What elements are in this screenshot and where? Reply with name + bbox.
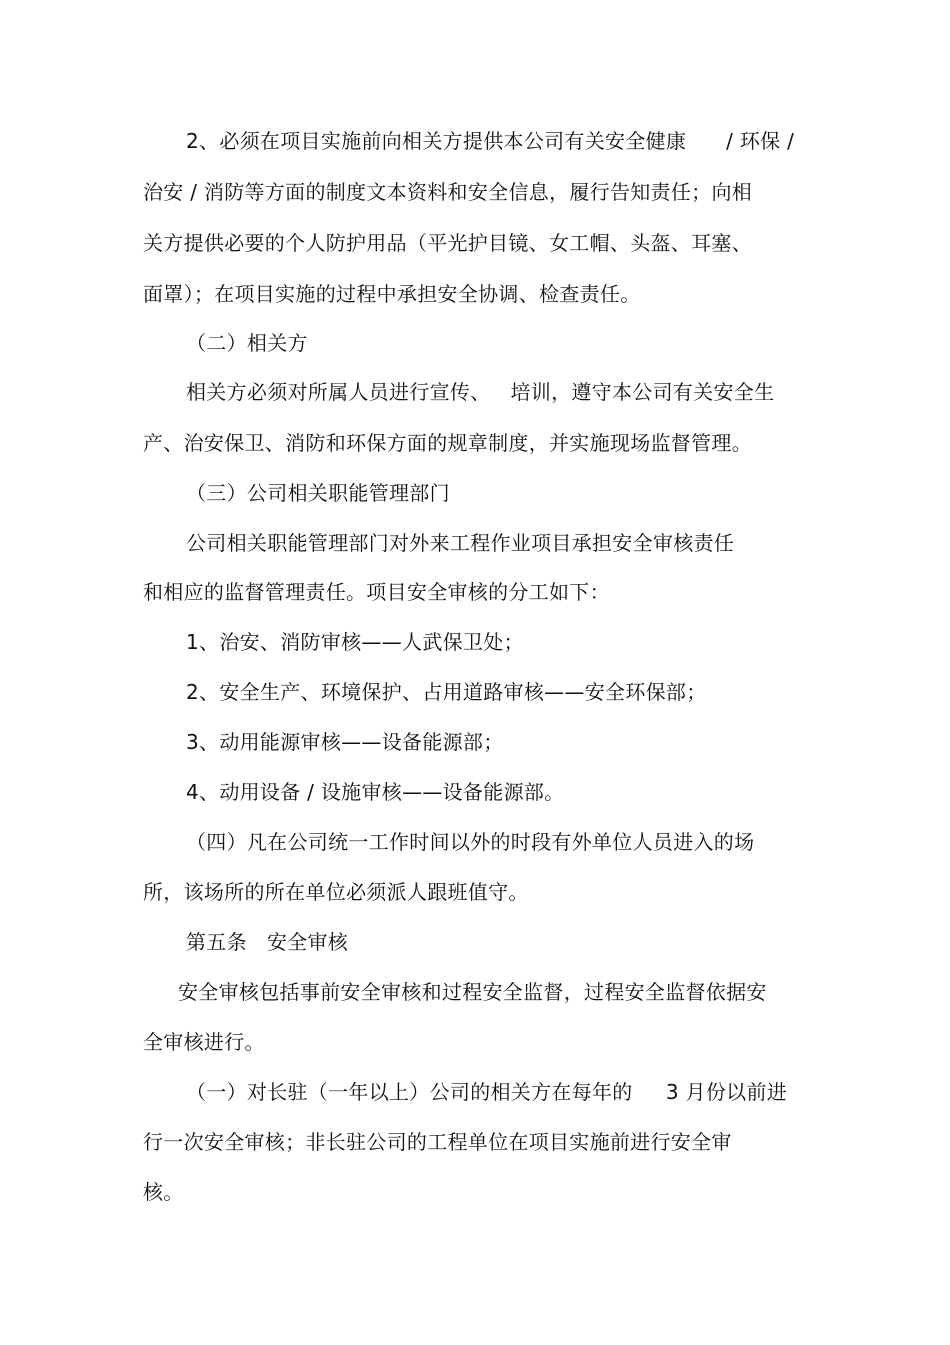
paragraph-line: 和相应的监督管理责任。项目安全审核的分工如下： xyxy=(143,580,610,604)
list-item: 3、动用能源审核——设备能源部； xyxy=(186,730,504,754)
paragraph-line: 治安 / 消防等方面的制度文本资料和安全信息，履行告知责任；向相 xyxy=(143,180,753,204)
paragraph-line: 核。 xyxy=(143,1180,184,1204)
section-heading: （三）公司相关职能管理部门 xyxy=(186,481,450,505)
paragraph-line: 相关方必须对所属人员进行宣传、 培训，遵守本公司有关安全生 xyxy=(186,380,775,404)
section-heading: （二）相关方 xyxy=(186,331,308,355)
list-item: 1、治安、消防审核——人武保卫处； xyxy=(186,630,524,654)
paragraph-line: 2、必须在项目实施前向相关方提供本公司有关安全健康 / 环保 / xyxy=(186,129,795,153)
paragraph-line: 关方提供必要的个人防护用品（平光护目镜、女工帽、头盔、耳塞、 xyxy=(143,231,752,255)
list-item: 2、安全生产、环境保护、占用道路审核——安全环保部； xyxy=(186,680,707,704)
paragraph-line: 行一次安全审核；非长驻公司的工程单位在项目实施前进行安全审 xyxy=(143,1130,732,1154)
paragraph-line: （一）对长驻（一年以上）公司的相关方在每年的 3 月份以前进 xyxy=(186,1080,788,1104)
list-item: 4、动用设备 / 设施审核——设备能源部。 xyxy=(186,780,565,804)
paragraph-line: 所，该场所的所在单位必须派人跟班值守。 xyxy=(143,880,529,904)
paragraph-line: 面罩）；在项目实施的过程中承担安全协调、检查责任。 xyxy=(143,282,641,306)
article-heading: 第五条 安全审核 xyxy=(186,930,349,954)
paragraph-line: 公司相关职能管理部门对外来工程作业项目承担安全审核责任 xyxy=(186,531,735,555)
paragraph-line: （四）凡在公司统一工作时间以外的时段有外单位人员进入的场 xyxy=(186,830,755,854)
paragraph-line: 安全审核包括事前安全审核和过程安全监督，过程安全监督依据安 xyxy=(178,980,767,1004)
paragraph-line: 产、治安保卫、消防和环保方面的规章制度，并实施现场监督管理。 xyxy=(143,431,752,455)
paragraph-line: 全审核进行。 xyxy=(143,1030,265,1054)
